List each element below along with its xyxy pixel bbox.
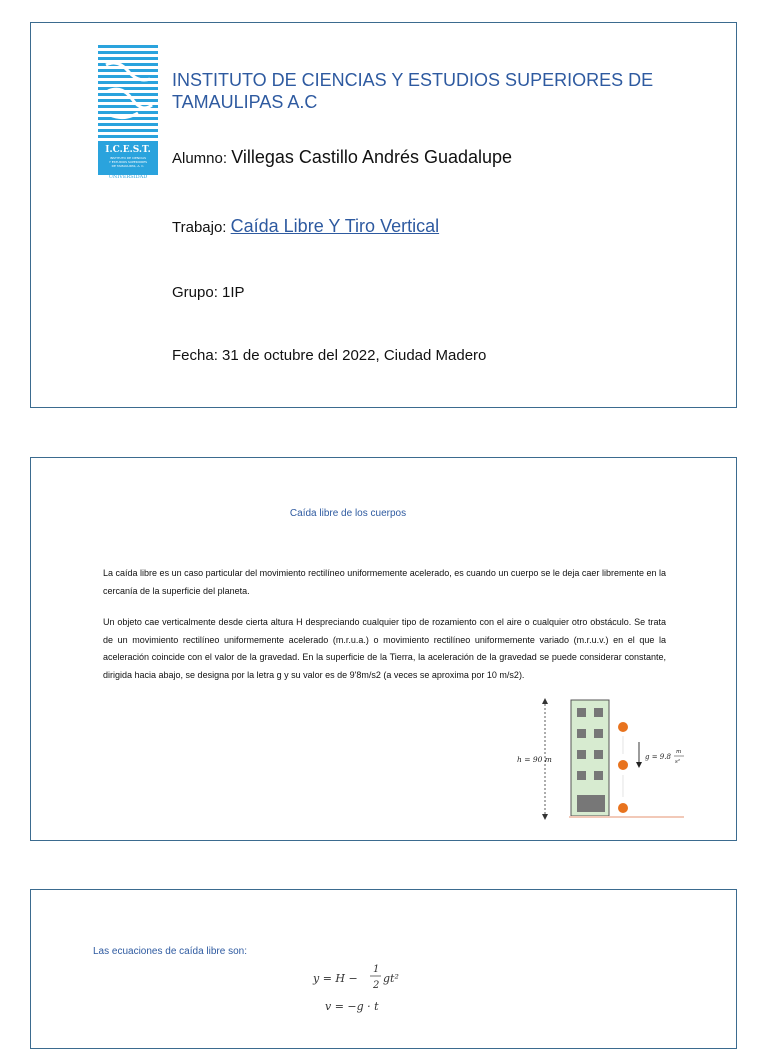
content-page-equations (30, 889, 737, 1049)
content-page-free-fall (30, 457, 737, 841)
gravity-unit-numerator: m (676, 749, 682, 755)
height-label: h = 90 m (517, 755, 552, 764)
gravity-arrow-icon (636, 762, 642, 768)
building-icon (571, 700, 609, 816)
arrow-up-icon (542, 698, 548, 704)
date-field: Fecha: 31 de octubre del 2022, Ciudad Madero (172, 347, 487, 364)
equations-intro: Las ecuaciones de caída libre son: (93, 946, 247, 957)
paragraph-explanation: Un objeto cae verticalmente desde cierta altura H despreciando cualquier tipo de rozamiento con el aire o cualquier otro obstáculo. Se trata de un movimiento rectilíneo uniformemente acelerado (m.r.u.a.) o movimiento rectilíneo uniformemente variado (m.r.u.v.) en el que la aceleración coincide con el valor de la gravedad. En la superficie de la Tierra, la aceleración de la gravedad se puede considerar constante, dirigida hacia abajo, se designa por la letra g y su valor es de 9'8m/s2 (a veces se aproxima por 10 m/s2). (103, 617, 666, 680)
gravity-label: g = 9.8 (645, 753, 671, 761)
logo-acronym: I.C.E.S.T. (105, 145, 151, 155)
group-field: Grupo: 1IP (172, 284, 245, 301)
equation-velocity: v = −g · t (325, 1000, 379, 1013)
falling-ball-icon (618, 722, 628, 813)
student-name: Villegas Castillo Andrés Guadalupe (231, 147, 513, 167)
svg-text:INSTITUTO DE CIENCIAS: INSTITUTO DE CIENCIAS (109, 156, 147, 160)
student-label: Alumno: (172, 150, 232, 167)
arrow-down-icon (542, 814, 548, 820)
svg-text:Y ESTUDIOS SUPERIORES: Y ESTUDIOS SUPERIORES (108, 160, 148, 164)
svg-text:DE TAMAULIPAS, A. C.: DE TAMAULIPAS, A. C. (111, 164, 145, 168)
free-fall-diagram (509, 696, 689, 826)
assignment-title-link[interactable]: Caída Libre Y Tiro Vertical (230, 216, 440, 236)
student-field (172, 147, 512, 168)
assignment-label: Trabajo: (172, 219, 231, 236)
university-logo-icon (98, 45, 158, 179)
eq1-denominator: 2 (373, 980, 380, 991)
cover-page (30, 22, 737, 408)
gravity-unit-denominator: s² (675, 759, 681, 765)
paragraph-definition: La caída libre es un caso particular del movimiento rectilíneo uniformemente acelerado, es cuando un cuerpo se le deja caer libremente en la cercanía de la superficie del planeta. (103, 568, 666, 596)
logo-caption: UNIVERSIDAD (108, 174, 148, 179)
eq1-rhs: gt² (383, 972, 399, 985)
section-title: Caída libre de los cuerpos (289, 508, 407, 519)
equation-position (311, 960, 421, 994)
ground-line (569, 816, 684, 818)
assignment-field (172, 216, 439, 237)
eq1-numerator: 1 (373, 964, 380, 975)
institution-title: INSTITUTO DE CIENCIAS Y ESTUDIOS SUPERIORES DE TAMAULIPAS A.C (172, 70, 654, 112)
eq1-lhs: y = H − (313, 972, 358, 985)
